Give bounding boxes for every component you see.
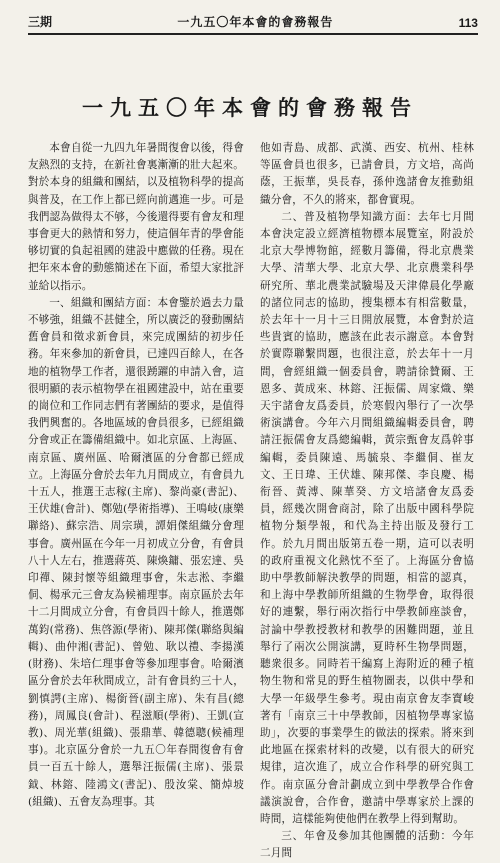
page-number: 113: [458, 16, 478, 30]
paragraph-organization: 一、組織和團結方面：本會鑒於過去力量不够強，組織不甚健全，所以廣泛的發動團結舊會員和徵求新會員，來完成團結的初步任務。年來參加的新會員，已達四百餘人，在各地的植物學工作者，還很踴躍的申請入會，這很明顯的表示植物學在祖國建設中，站在重要的崗位和工作同志們有著團結的要求，是值得我們興奮的。各地區域的會員很多，已經組織分會或正在籌備組織中。如北京區、上海區、南京區、廣州區、哈爾濱區的分會都已經成立。上海區分會於去年九月間成立，有會員九十五人，推選王志稼(主席)、黎尚豪(書記)、王伏雄(會計)、鄭勉(學術指導)、王鳴岐(康樂聯絡)、蘇宗浩、周宗璜，譚娟傑組織分會理事會。廣州區在今年一月初成立分會，有會員八十人左右，推選蔣英、陳煥鏞、張宏達、吳印禪、陳封懷等組織理事會，朱志淞、李繼侗、楊承元三會友為候補理事。南京區於去年十二月間成立分會，有會員四十餘人，推選鄭萬鈞(常務)、焦啓源(學術)、陳邦傑(聯絡與編輯)、曲仲湘(書記)、曾勉、耿以禮、李揚漢(財務)、朱培仁理事會等參加理事會。哈爾濱區分會於去年秋間成立，計有會員約三十人，劉慎諤(主席)、楊銜晉(副主席)、朱有昌(總務)，周鳳良(會計)、程滋順(學術)、王凱(宣教)、周光華(組織)、張鼎華、韓德聰(候補理事)。北京區分會於一九五〇年春間復會有會員一百五十餘人，選舉汪振儒(主席)、張景鉞、林鎔、陸鴻文(書記)、殷汝棠、簡焯坡(組織)、五會友為理事。其: [28, 296, 244, 808]
page-header: [28, 6, 478, 35]
article-title: 一九五〇年本會的會務報告: [82, 95, 418, 120]
paragraph-intro: 本會自從一九四九年暑間復會以後，得會友熱烈的支持，在新社會裏漸漸的壯大起來。對於本身的組織和團結，以及植物科學的提高與普及，在工作上都已經向前邁進一步。可是我們認為做得太不够，今後還得要有會友和理事會更大的熱情和努力，使這個年青的學會能够切實的負起祖國的建設中應做的任務。現在把年來本會的動態簡述在下面，希望大家批評並給以指示。: [28, 142, 244, 292]
paragraph-section-three: 三、年會及參加其他團體的活動：今年二月間: [260, 830, 474, 860]
right-column: [260, 140, 474, 863]
running-title: 一九五〇年本會的會務報告: [177, 15, 334, 29]
left-column: [28, 140, 244, 811]
paragraph-popularization: 二、普及植物學知識方面：去年七月間本會決定設立經濟植物標本展覽室，附設於北京大學博物館，經數月籌備，得北京農業大學、清華大學、北京大學、北京農業科學研究所、華北農業試驗場及天津偉晨化學廠的諸位同志的協助，搜集標本有相當數量，於去年十一月十三日開放展覽，本會對於這些貴賓的協助，應該在此表示謝意。本會對於實際聯繫問題，也很注意，於去年十一月間，會經組織一個委員會，聘請徐贊爾、王恩多、黃成來、林鎔、汪振儒、周家熾、樂天宇諸會友爲委員，於寒假內舉行了一次學術演講會。今年六月間組織編輯委員會，聘請汪振儒會友爲總編輯，黃宗甄會友爲幹事編輯，委員陳遠、馬毓泉、李繼侗、崔友文、王日瑋、王伏雄、陳邦傑、李良慶、楊衔晉、黃溥、陳華癸、方文培諸會友爲委員，經幾次開會商討，除了出版中國科學院植物分類學報，和代為主持出版及發行工作。於九月間出版第五卷一期，這可以表明的政府重視文化熱忱不至了。上海區分會協助中學教師解決教學的問題，相當的認真，和上海中學教師所組織的生物學會，取得很好的連繫，舉行兩次指行中學教師座談會，討論中學教授教材和教學的困難問題，並且舉行了兩次公開演講，夏時杯生物學問題，聽衆很多。同時若干編寫上海附近的種子植物生物和常見的野生植物圖表，以供中學和大學一年級學生參考。現由南京會友李寶峻著有「南京三十中學教師，因植物學專家協助」，次要的事業學生的做法的探索。將來到此地區在探索材料的改變，以有很大的研究規律，這次進了，成立合作科學的研究與工作。南京區分會計劃成立到中學教學合作會議演說會，合作會，邀請中學專家於上課的時間，這樣能夠使他們在教學上得到幫助。: [260, 210, 474, 825]
issue-label: 三期: [28, 15, 53, 29]
paragraph-continued: 他如青島、成都、武漢、西安、杭州、桂林等區會員也很多，已請會員，方文培，高尚蔭，王振華，吳長春，孫仲逸諸會友推動組織分會，不久的將來，都會實現。: [260, 142, 474, 206]
